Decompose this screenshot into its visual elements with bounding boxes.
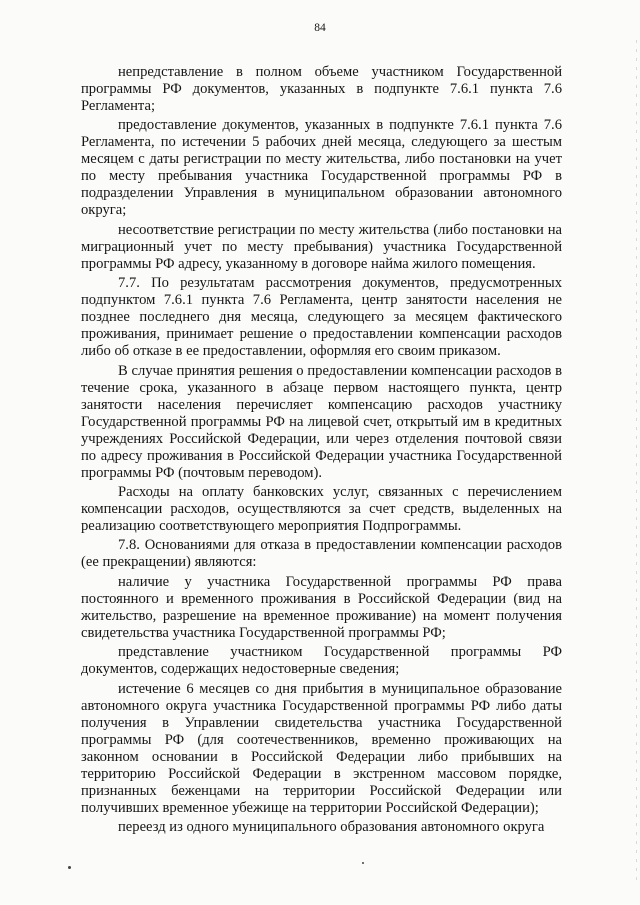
paragraph-8: наличие у участника Государственной программы РФ права постоянного и временного проживания в Российской Федерации (вид на жительство, разрешение на временное проживание) на момент получения свидетельства участника Государственной программы РФ; bbox=[81, 573, 562, 641]
paragraph-9: представление участником Государственной программы РФ документов, содержащих недостоверные сведения; bbox=[81, 644, 562, 678]
paragraph-5: В случае принятия решения о предоставлении компенсации расходов в течение срока, указанного в абзаце первом настоящего пункта, центр занятости населения перечисляет компенсацию расходов участнику Государственной программы РФ на лицевой счет, открытый им в кредитных учреждениях Российской Федерации, или через отделения почтовой связи по адресу проживания в Российской Федерации участника Государственной программы РФ (почтовым переводом). bbox=[81, 362, 562, 481]
page-number: 84 bbox=[314, 22, 326, 34]
scan-edge-line bbox=[636, 40, 637, 880]
paragraph-11: переезд из одного муниципального образования автономного округа bbox=[118, 818, 545, 835]
scan-dot-right bbox=[362, 862, 364, 864]
scan-dot-left bbox=[68, 866, 71, 869]
paragraph-1: непредставление в полном объеме участником Государственной программы РФ документов, указанных в подпункте 7.6.1 пункта 7.6 Регламента; bbox=[81, 64, 562, 114]
paragraph-2: предоставление документов, указанных в подпункте 7.6.1 пункта 7.6 Регламента, по истечении 5 рабочих дней месяца, следующего за шестым месяцем с даты регистрации по месту жительства, либо постановки на учет по месту пребывания участника Государственной программы РФ в подразделении Управления в муниципальном образовании автономного округа; bbox=[81, 117, 562, 219]
paragraph-4: 7.7. По результатам рассмотрения документов, предусмотренных подпунктом 7.6.1 пункта 7.6 Регламента, центр занятости населения не позднее последнего дня месяца, следующего за месяцем фактического проживания, принимает решение о предоставлении компенсации расходов либо об отказе в ее предоставлении, оформляя его своим приказом. bbox=[81, 275, 562, 360]
paragraph-3: несоответствие регистрации по месту жительства (либо постановки на миграционный учет по месту пребывания) участника Государственной программы РФ адресу, указанному в договоре найма жилого помещения. bbox=[81, 221, 562, 272]
document-body bbox=[81, 64, 562, 838]
paragraph-10: истечение 6 месяцев со дня прибытия в муниципальное образование автономного округа участника Государственной программы РФ либо даты получения в Управлении свидетельства участника Государственной программы РФ (для соотечественников, временно проживающих на законном основании в Российской Федерации либо прибывших на территорию Российской Федерации в экстренном массовом порядке, признанных беженцами на территории Российской Федерации или получивших временное убежище на территории Российской Федерации); bbox=[81, 680, 562, 816]
paragraph-7: 7.8. Основаниями для отказа в предоставлении компенсации расходов (ее прекращении) являются: bbox=[81, 537, 562, 571]
paragraph-6: Расходы на оплату банковских услуг, связанных с перечислением компенсации расходов, осуществляются за счет средств, выделенных на реализацию соответствующего мероприятия Подпрограммы. bbox=[81, 483, 562, 534]
